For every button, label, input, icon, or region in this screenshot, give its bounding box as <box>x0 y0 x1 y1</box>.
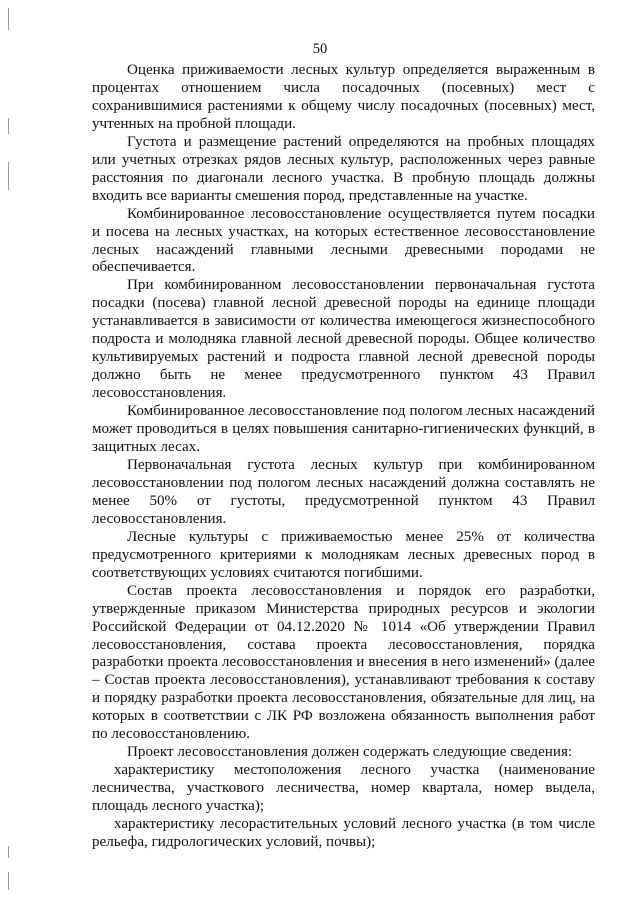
paragraph: Комбинированное лесовосстановление под пологом лесных насаждений может проводиться в целях повышения санитарно-гигиенических функций, в защитных лесах. <box>92 403 595 456</box>
paragraph: Проект лесовосстановления должен содержать следующие сведения: <box>127 744 573 761</box>
scan-margin-mark <box>8 8 9 30</box>
paragraph: Комбинированное лесовосстановление осуществляется путем посадки и посева на лесных участках, на которых естественное лесовосстановление лесных насаждений главными лесными древесными породами не обеспечивается. <box>92 205 595 276</box>
scan-margin-mark <box>8 846 9 858</box>
paragraph: Оценка приживаемости лесных культур определяется выраженным в процентах отношением числа посадочных (посевных) мест с сохранившимися растениями к общему числу посадочных (посевных) мест, учтенных на пробной площади. <box>92 62 595 132</box>
paragraph: При комбинированном лесовосстановлении первоначальная густота посадки (посева) главной лесной древесной породы на единице площади устанавливается в зависимости от количества имеющегося жизнеспособного подроста и молодняка главной лесной древесной породы. Общее количество культивируемых растений и подроста главной лесной древесной породы должно быть не менее предусмотренного пунктом 43 Правил лесовосстановления. <box>92 277 595 402</box>
scan-margin-mark <box>8 162 9 190</box>
document-body <box>92 62 595 852</box>
list-item: характеристику лесорастительных условий лесного участка (в том числе рельефа, гидрологических условий, почвы); <box>92 816 595 850</box>
paragraph: Состав проекта лесовосстановления и порядок его разработки, утвержденные приказом Министерства природных ресурсов и экологии Российской Федерации от 04.12.2020 № 1014 «Об утверждении Правил лесовосстановления, состава проекта лесовосстановления, порядка разработки проекта лесовосстановления и внесения в него изменений» (далее – Состав проекта лесовосстановления), устанавливают требования к составу и порядку разработки проекта лесовосстановления, обязательные для лиц, на которых в соответствии с ЛК РФ возложена обязанность выполнения работ по лесовосстановлению. <box>92 582 595 743</box>
page-number: 50 <box>312 41 328 57</box>
paragraph: Лесные культуры с приживаемостью менее 25% от количества предусмотренного критериями к молоднякам лесных древесных пород в соответствующих условиях считаются погибшими. <box>92 528 595 581</box>
scan-margin-mark <box>8 118 9 134</box>
list-item: характеристику местоположения лесного участка (наименование лесничества, участкового лесничества, номер квартала, номер выдела, площадь лесного участка); <box>92 762 595 815</box>
scan-margin-mark <box>8 872 9 890</box>
paragraph: Первоначальная густота лесных культур при комбинированном лесовосстановлении под пологом лесных насаждений должна составлять не менее 50% от густоты, предусмотренной пунктом 43 Правил лесовосстановления. <box>92 456 595 527</box>
paragraph: Густота и размещение растений определяются на пробных площадях или учетных отрезках рядов лесных культур, расположенных через равные расстояния по диагонали лесного участка. В пробную площадь должны входить все варианты смешения пород, представленные на участке. <box>92 133 595 204</box>
